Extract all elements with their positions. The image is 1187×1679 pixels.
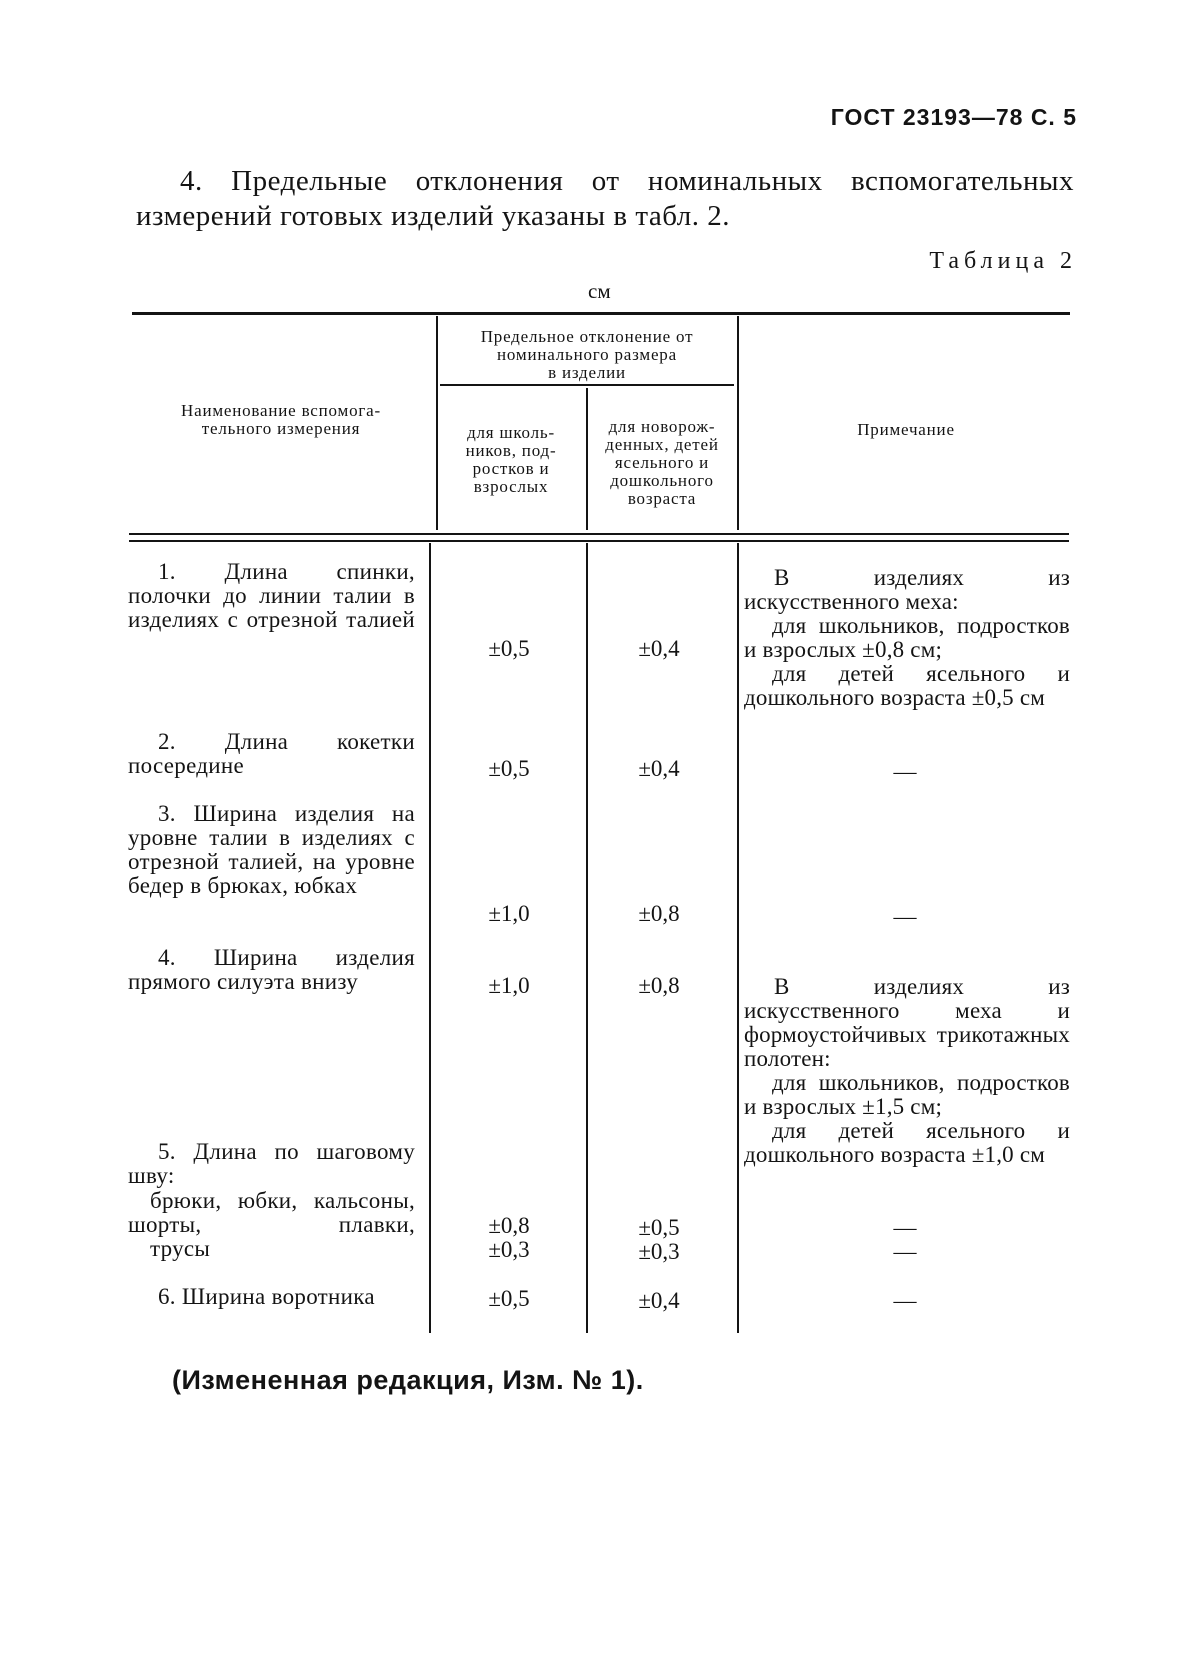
column-divider <box>429 543 431 1333</box>
header-children: для новорож- денных, детей ясельного и дошкольного возраста <box>605 417 719 508</box>
table-top-rule <box>132 312 1070 315</box>
row-4-value-adults: ±1,0 <box>488 973 530 998</box>
row-5a-name: брюки, юбки, кальсоны, шорты, плавки, <box>128 1188 415 1237</box>
row-5a-note: — <box>893 1215 917 1240</box>
row-5b-value-children: ±0,3 <box>638 1239 680 1264</box>
row-6-value-children: ±0,4 <box>638 1288 680 1313</box>
column-divider <box>436 316 438 530</box>
header-group-rule <box>440 384 734 386</box>
row-3-note: — <box>893 904 917 929</box>
row-3-value-children: ±0,8 <box>638 901 680 926</box>
row-4-note: В изделиях из искусственного меха и формоустойчивых трикотажных полотен: для школьников, подростков и взрослых ±1,5 см; для детей ясельного и дошкольного возраста ±1,0 см <box>744 974 1070 1167</box>
row-2-name: 2. Длина кокетки посередине <box>128 729 415 778</box>
column-divider <box>586 388 588 530</box>
header-name: Наименование вспомога- тельного измерения <box>181 401 381 438</box>
row-5a-value-children: ±0,5 <box>638 1215 680 1240</box>
table-units: см <box>588 279 611 303</box>
row-5b-value-adults: ±0,3 <box>488 1237 530 1262</box>
row-4-name: 4. Ширина изделия прямого силуэта внизу <box>128 945 415 994</box>
row-4-value-children: ±0,8 <box>638 973 680 998</box>
row-2-value-adults: ±0,5 <box>488 756 530 781</box>
table-caption: Таблица 2 <box>929 248 1077 274</box>
row-2-note: — <box>893 759 917 784</box>
column-divider <box>586 543 588 1333</box>
row-1-name: 1. Длина спинки, полочки до линии талии в изделиях с отрезной талией <box>128 559 415 632</box>
row-5a-value-adults: ±0,8 <box>488 1213 530 1238</box>
amendment-note: (Измененная редакция, Изм. № 1). <box>172 1365 644 1395</box>
row-5b-note: — <box>893 1239 917 1264</box>
running-head: ГОСТ 23193—78 С. 5 <box>830 104 1077 130</box>
column-divider <box>737 316 739 530</box>
row-6-note: — <box>893 1288 917 1313</box>
row-6-value-adults: ±0,5 <box>488 1286 530 1311</box>
header-deviation-group: Предельное отклонение от номинального размера в изделии <box>480 327 694 382</box>
row-5-name: 5. Длина по шаговому шву: <box>128 1139 415 1188</box>
row-1-value-adults: ±0,5 <box>488 636 530 661</box>
row-1-value-children: ±0,4 <box>638 636 680 661</box>
header-bottom-rule <box>129 533 1069 535</box>
row-5b-name: трусы <box>150 1236 211 1261</box>
header-bottom-rule-double <box>129 540 1069 542</box>
row-2-value-children: ±0,4 <box>638 756 680 781</box>
intro-paragraph: 4. Предельные отклонения от номинальных вспомогательных измерений готовых изделий указаны в табл. 2. <box>136 165 1074 232</box>
row-3-value-adults: ±1,0 <box>488 901 530 926</box>
row-3-name: 3. Ширина изделия на уровне талии в изделиях с отрезной талией, на уровне бедер в брюках, юбках <box>128 801 415 898</box>
column-divider <box>737 543 739 1333</box>
header-note: Примечание <box>857 420 955 439</box>
row-1-note: В изделиях из искусственного меха: для школьников, подростков и взрослых ±0,8 см; для детей ясельного и дошкольного возраста ±0,5 см <box>744 565 1070 710</box>
row-6-name: 6. Ширина воротника <box>158 1284 375 1309</box>
header-adults: для школь- ников, под- ростков и взрослых <box>465 423 557 496</box>
